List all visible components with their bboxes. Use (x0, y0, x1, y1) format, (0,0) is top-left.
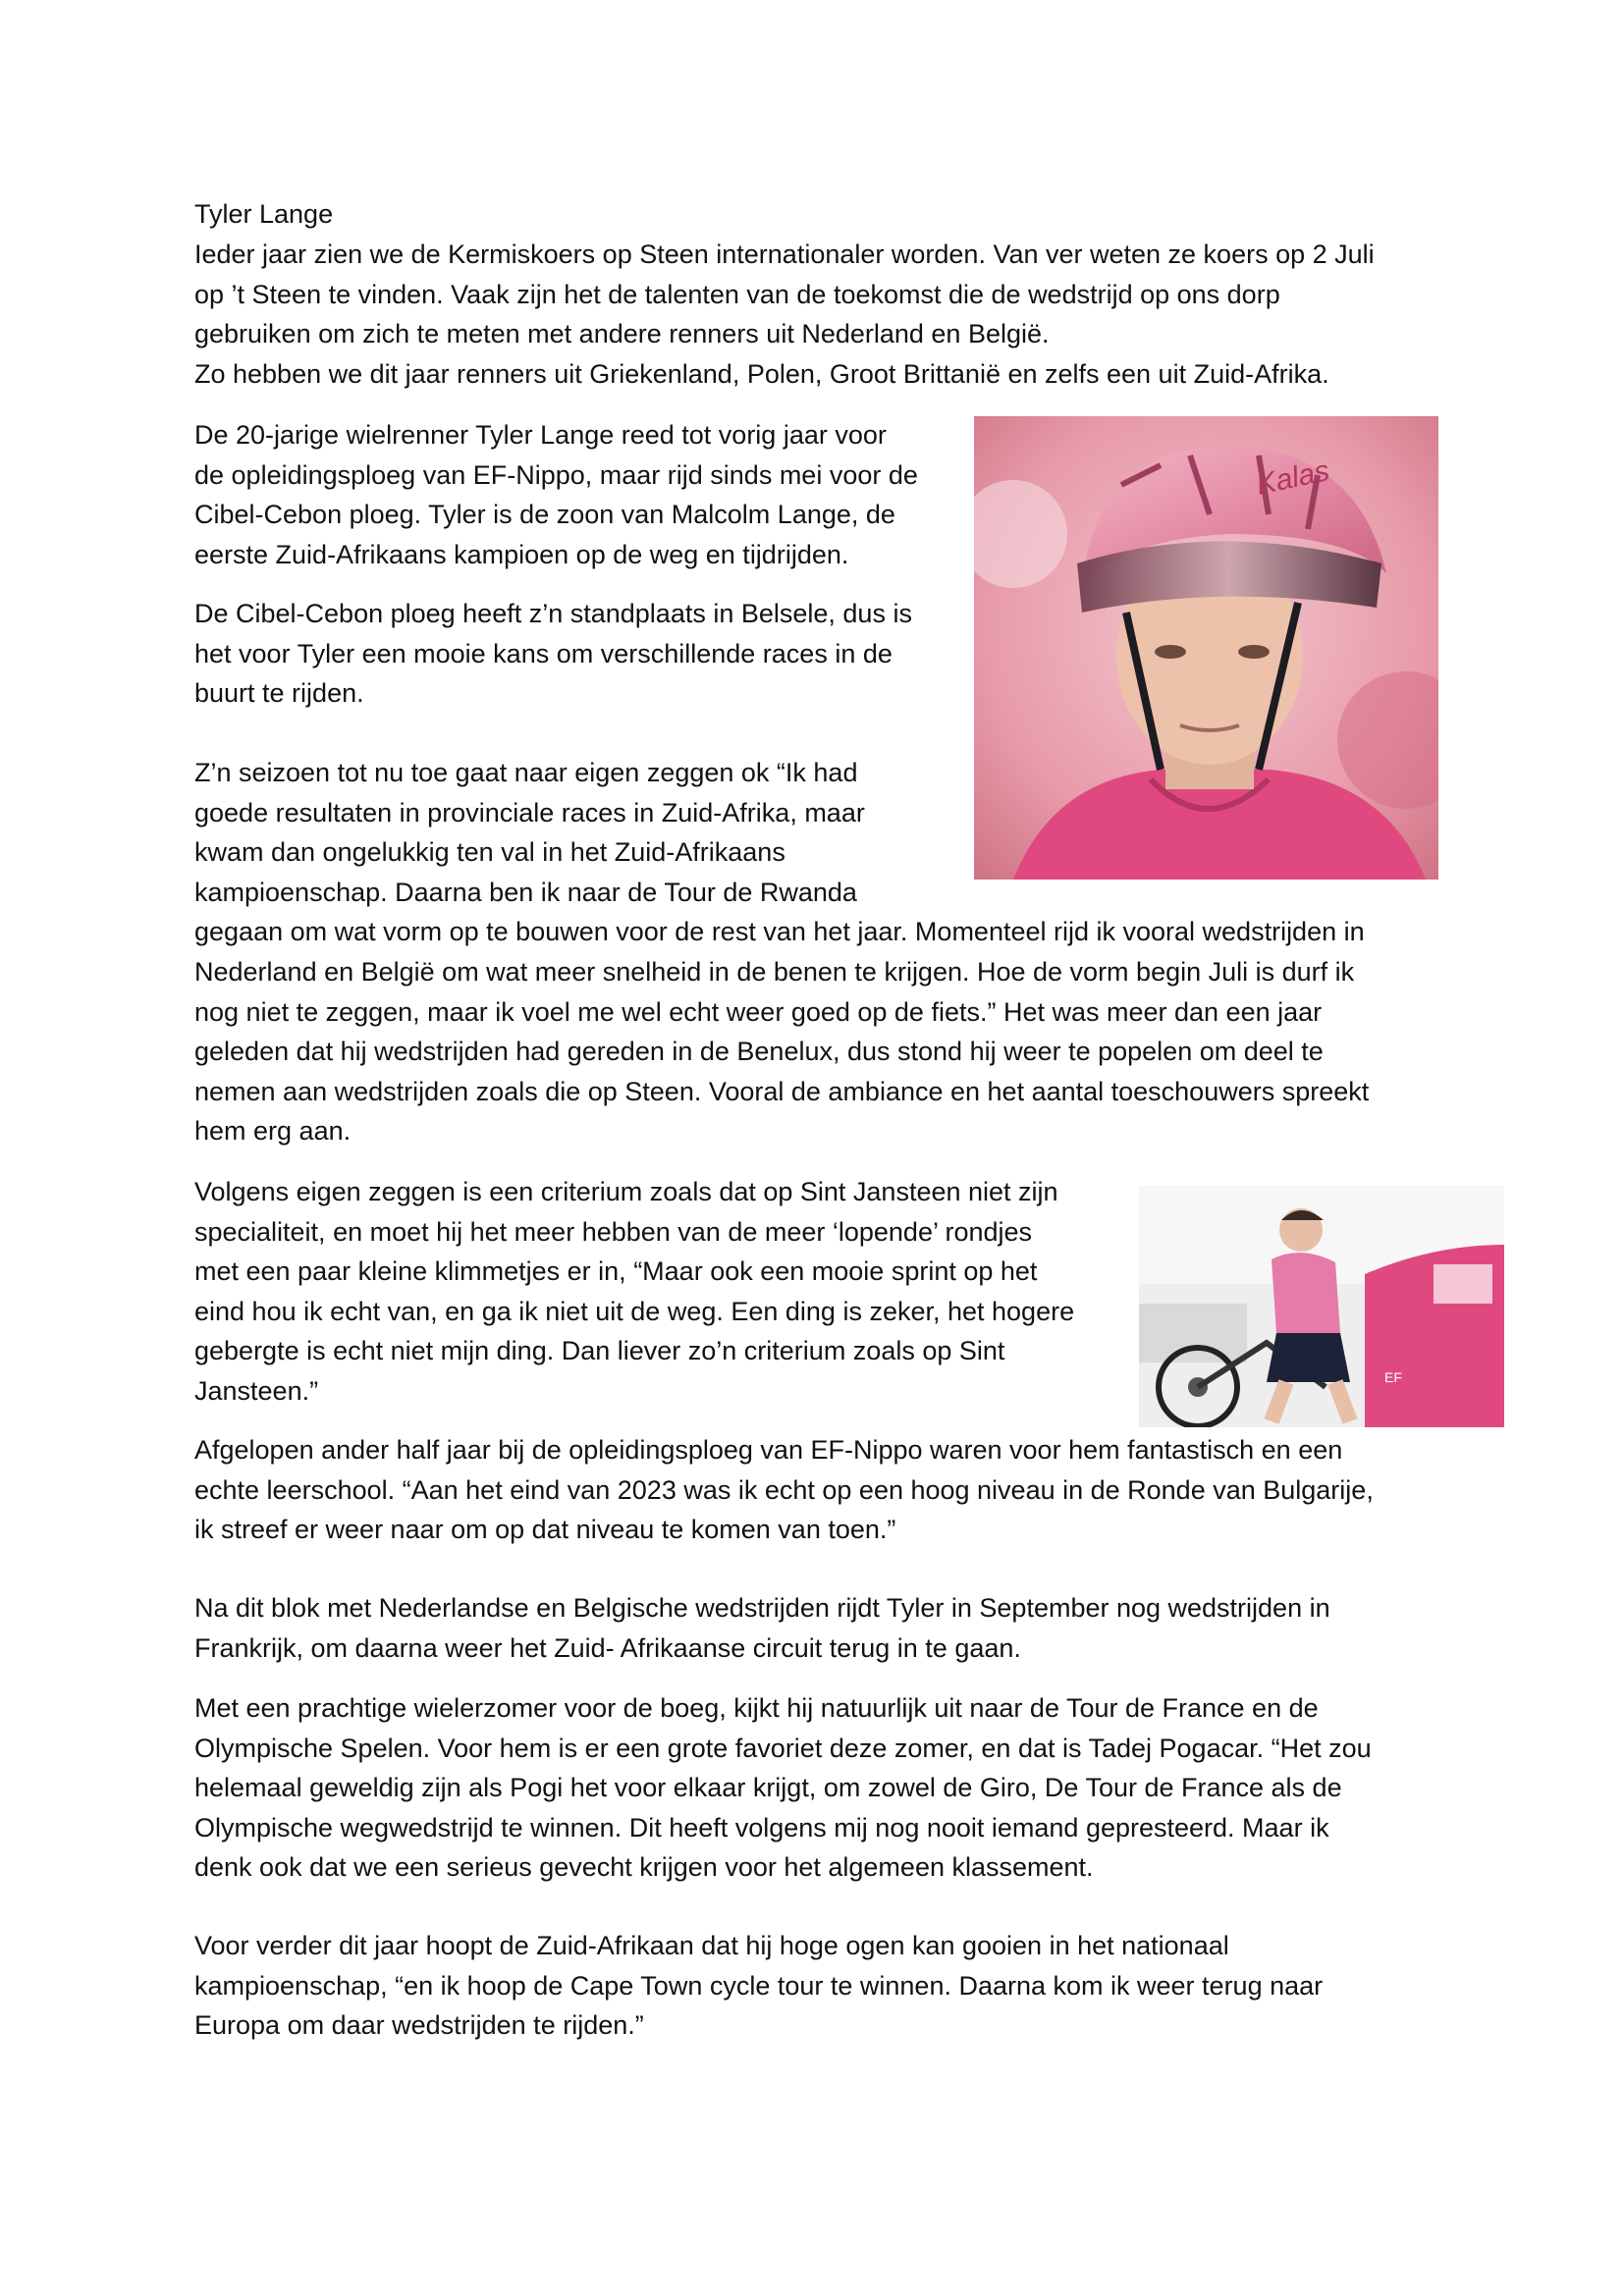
text-line: Voor verder dit jaar hoopt de Zuid-Afrikaan dat hij hoge ogen kan gooien in het nationaal (194, 1931, 1229, 1960)
text-line: met een paar kleine klimmetjes er in, “Maar ook een mooie sprint op het (194, 1256, 1038, 1287)
text-line: geleden dat hij wedstrijden had gereden in de Benelux, dus stond hij weer te popelen om deel te (194, 1037, 1324, 1067)
helmet-brand-text: Kalas (1253, 454, 1332, 502)
paragraph-summer (194, 1688, 1372, 1888)
text-line: Met een prachtige wielerzomer voor de boeg, kijkt hij natuurlijk uit naar de Tour de France en de (194, 1693, 1319, 1723)
text-line: het voor Tyler een mooie kans om verschillende races in de (194, 638, 893, 668)
paragraph-criterium (194, 1172, 1074, 1412)
text-line: gebergte is echt niet mijn ding. Dan liever zo’n criterium zoals op Sint (194, 1336, 1005, 1366)
text-line: kampioenschap, “en ik hoop de Cape Town cycle tour te winnen. Daarna kom ik weer terug naar (194, 1970, 1324, 2001)
cyclist-with-bike-photo-icon (1139, 1186, 1504, 1427)
text-line: denk ook dat we een serieus gevecht krijgen voor het algemeen klassement. (194, 1852, 1094, 1883)
cyclist-portrait-photo-icon (974, 416, 1438, 880)
text-line: Cibel-Cebon ploeg. Tyler is de zoon van Malcolm Lange, de (194, 500, 895, 530)
text-line: Europa om daar wedstrijden te rijden.” (194, 2010, 644, 2041)
text-line: Zo hebben we dit jaar renners uit Griekenland, Polen, Groot Brittanië en zelfs een uit Zuid-Afrika. (194, 358, 1329, 389)
text-line: gebruiken om zich te meten met andere renners uit Nederland en België. (194, 319, 1050, 349)
text-line: ik streef er weer naar om op dat niveau te komen van toen.” (194, 1515, 896, 1545)
text-line: Afgelopen ander half jaar bij de opleidingsploeg van EF-Nippo waren voor hem fantastisch en een (194, 1435, 1343, 1465)
text-line: Frankrijk, om daarna weer het Zuid- Afrikaanse circuit terug in te gaan. (194, 1632, 1021, 1663)
text-line: Na dit blok met Nederlandse en Belgische wedstrijden rijdt Tyler in September nog wedstrijden in (194, 1593, 1330, 1623)
text-line: eerste Zuid-Afrikaans kampioen op de weg en tijdrijden. (194, 539, 849, 569)
svg-text:EF: EF (1384, 1369, 1402, 1385)
article-title: Tyler Lange (194, 199, 334, 229)
text-line: de opleidingsploeg van EF-Nippo, maar rijd sinds mei voor de (194, 459, 918, 490)
paragraph-schedule (194, 1588, 1330, 1668)
paragraph-background (194, 415, 918, 574)
text-line: op ’t Steen te vinden. Vaak zijn het de talenten van de toekomst die de wedstrijd op ons dorp (194, 279, 1280, 309)
text-line: nog niet te zeggen, maar ik voel me wel echt weer goed op de fiets.” Het was meer dan een jaar (194, 996, 1323, 1027)
text-line: Olympische Spelen. Voor hem is er een grote favoriet deze zomer, en dat is Tadej Pogacar. “Het zou (194, 1733, 1372, 1763)
text-line: Nederland en België om wat meer snelheid in de benen te krijgen. Hoe de vorm begin Juli is durf ik (194, 956, 1355, 987)
text-line: Olympische wegwedstrijd te winnen. Dit heeft volgens mij nog nooit iemand gepresteerd. Maar ik (194, 1812, 1329, 1842)
text-line: hem erg aan. (194, 1116, 352, 1147)
text-line: Jansteen.” (194, 1375, 319, 1406)
text-line: buurt te rijden. (194, 678, 364, 709)
intro-paragraph (194, 235, 1375, 394)
text-line: helemaal geweldig zijn als Pogi het voor elkaar krijgt, om zowel de Giro, De Tour de France als de (194, 1773, 1342, 1803)
text-line: De 20-jarige wielrenner Tyler Lange reed tot vorig jaar voor (194, 420, 887, 450)
text-line: specialiteit, en moet hij het meer hebben van de meer ‘lopende’ rondjes (194, 1216, 1033, 1247)
text-line: goede resultaten in provinciale races in Zuid-Afrika, maar (194, 797, 865, 828)
paragraph-team (194, 594, 912, 714)
text-line: echte leerschool. “Aan het eind van 2023 was ik echt op een hoog niveau in de Ronde van Bulgarije, (194, 1474, 1374, 1505)
text-line: kwam dan ongelukkig ten val in het Zuid-Afrikaans (194, 837, 785, 868)
text-line: Ieder jaar zien we de Kermiskoers op Steen internationaler worden. Van ver weten ze koers op 2 Juli (194, 240, 1375, 269)
text-line: Volgens eigen zeggen is een criterium zoals dat op Sint Jansteen niet zijn (194, 1177, 1058, 1206)
text-line: eind hou ik echt van, en ga ik niet uit de weg. Een ding is zeker, het hogere (194, 1296, 1075, 1326)
text-line: De Cibel-Cebon ploeg heeft z’n standplaats in Belsele, dus is (194, 599, 912, 628)
paragraph-future (194, 1926, 1323, 2046)
text-line: kampioenschap. Daarna ben ik naar de Tour de Rwanda (194, 877, 857, 907)
paragraph-ef-nippo (194, 1430, 1374, 1550)
text-line: nemen aan wedstrijden zoals die op Steen. Vooral de ambiance en het aantal toeschouwers spreekt (194, 1076, 1370, 1106)
text-line: Z’n seizoen tot nu toe gaat naar eigen zeggen ok “Ik had (194, 758, 858, 787)
text-line: gegaan om wat vorm op te bouwen voor de rest van het jaar. Momenteel rijd ik vooral wedstrijden in (194, 917, 1365, 947)
